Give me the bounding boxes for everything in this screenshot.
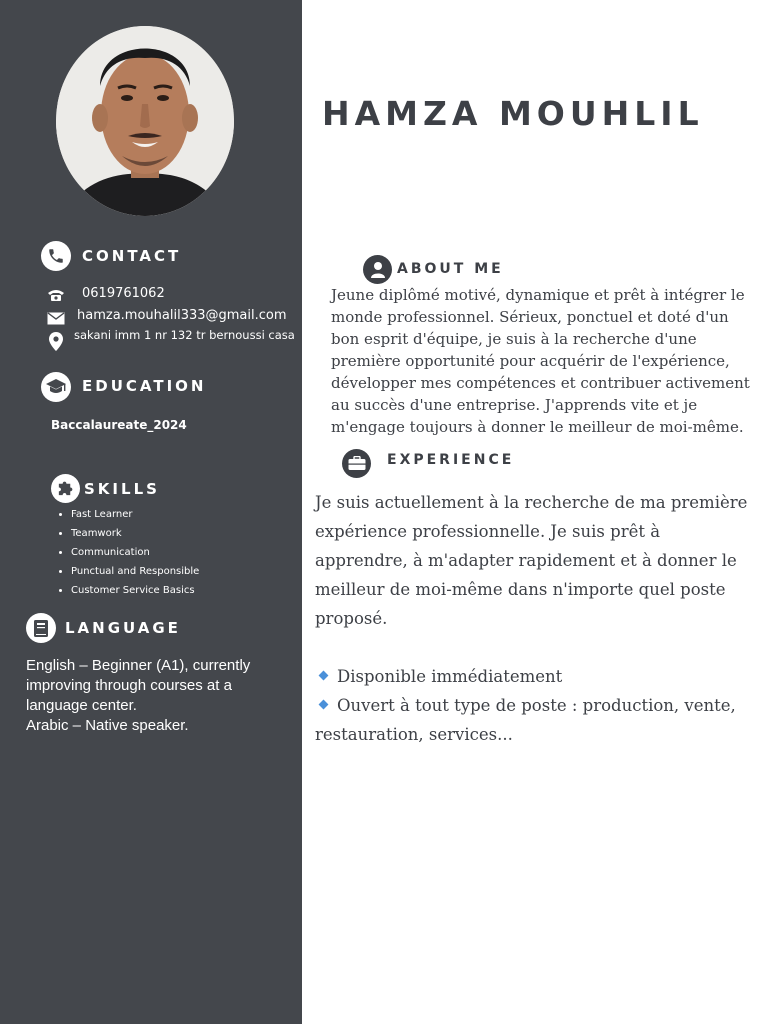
phone-icon bbox=[41, 241, 71, 271]
phone-number: 0619761062 bbox=[82, 286, 165, 301]
profile-photo bbox=[56, 26, 234, 216]
sidebar bbox=[0, 0, 302, 1024]
language-english: English – Beginner (A1), currently improving through courses at a language center. bbox=[26, 657, 251, 714]
skill-item: • Communication bbox=[71, 544, 199, 563]
skill-item: • Fast Learner bbox=[71, 506, 199, 525]
telephone-icon bbox=[47, 287, 65, 303]
diamond-bullet-icon bbox=[319, 700, 329, 710]
about-title: ABOUT ME bbox=[397, 261, 504, 277]
email-address: hamza.mouhalil333@gmail.com bbox=[77, 308, 287, 323]
language-text bbox=[26, 656, 291, 736]
skills-title: SKILLS bbox=[84, 480, 160, 498]
puzzle-icon bbox=[51, 474, 80, 503]
location-pin-icon bbox=[47, 331, 65, 351]
graduation-cap-icon bbox=[41, 372, 71, 402]
user-icon bbox=[363, 255, 392, 284]
skill-item: • Teamwork bbox=[71, 525, 199, 544]
education-title: EDUCATION bbox=[82, 377, 207, 395]
diamond-bullet-icon bbox=[319, 671, 329, 681]
language-title: LANGUAGE bbox=[65, 619, 181, 637]
skill-item: • Punctual and Responsible bbox=[71, 563, 199, 582]
experience-title: EXPERIENCE bbox=[387, 452, 515, 468]
experience-text bbox=[315, 488, 755, 749]
education-degree: Baccalaureate_2024 bbox=[51, 418, 187, 432]
skill-item: • Customer Service Basics bbox=[71, 582, 199, 601]
skills-list bbox=[54, 506, 199, 601]
address: sakani imm 1 nr 132 tr bernoussi casa bbox=[74, 328, 295, 342]
experience-bullet: Disponible immédiatement bbox=[315, 662, 755, 691]
briefcase-icon bbox=[342, 449, 371, 478]
experience-paragraph: Je suis actuellement à la recherche de ma première expérience professionnelle. Je suis prêt à apprendre, à m'adapter rapidement et à donner le meilleur de moi-même dans n'importe quel poste proposé. bbox=[315, 493, 748, 628]
experience-bullet: Ouvert à tout type de poste : production, vente, restauration, services... bbox=[315, 696, 736, 744]
envelope-icon bbox=[47, 310, 65, 326]
book-icon bbox=[26, 613, 56, 643]
about-text: Jeune diplômé motivé, dynamique et prêt à intégrer le monde professionnel. Sérieux, ponctuel et doté d'un bon esprit d'équipe, je suis à la recherche d'une première opportunité pour acquérir de l'expérience, développer mes compétences et contribuer activement au succès d'une entreprise. J'apprends vite et je m'engage toujours à donner le meilleur de moi-même. bbox=[331, 286, 750, 436]
page-title: HAMZA MOUHLIL bbox=[322, 94, 704, 133]
contact-title: CONTACT bbox=[82, 247, 182, 265]
language-arabic: Arabic – Native speaker. bbox=[26, 717, 189, 734]
